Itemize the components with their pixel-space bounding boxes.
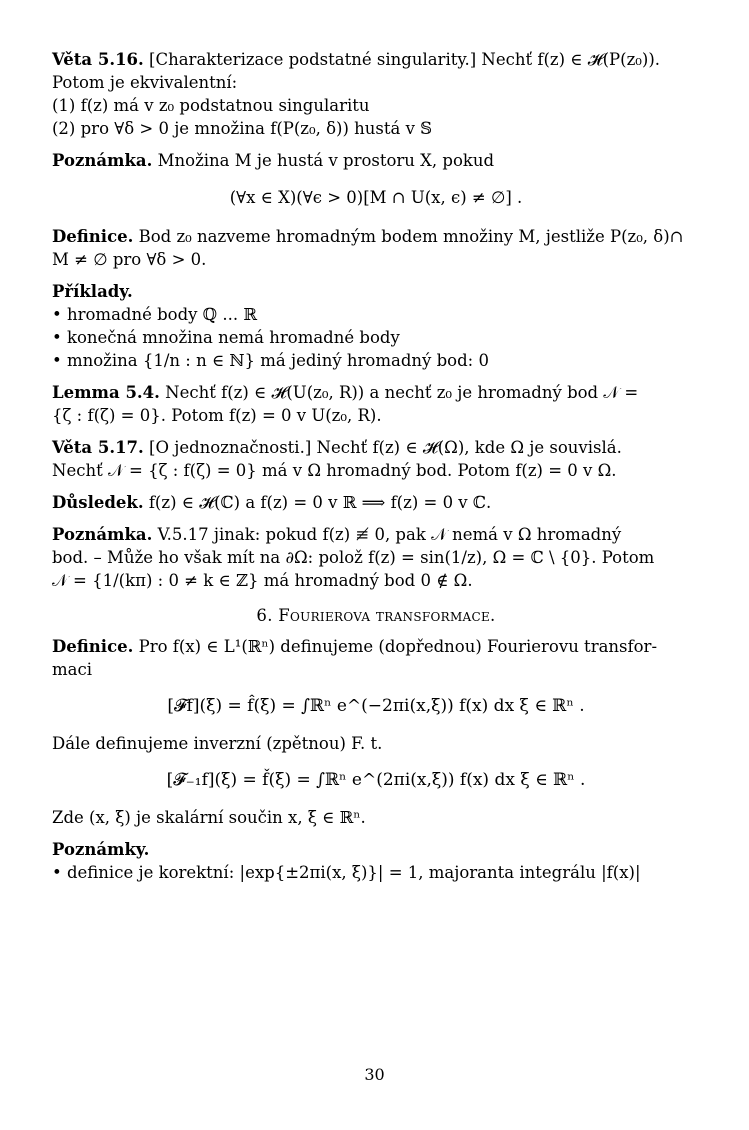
remarks-item: • definice je korektní: |exp{±2πi(x, ξ)}| = 1, majoranta integrálu |f(x)| <box>52 863 641 882</box>
page-number: 30 <box>364 1065 385 1084</box>
dense-formula: (∀x ∈ X)(∀ϵ > 0)[M ∩ U(x, ϵ) ≠ ∅] . <box>229 188 523 207</box>
scalar-product-note <box>52 806 700 829</box>
theorem-label: Věta 5.16. <box>52 50 144 69</box>
lemma-5-4 <box>52 381 700 427</box>
definition-text-2: M ≠ ∅ pro ∀δ > 0. <box>52 250 207 269</box>
definition-label: Definice. <box>52 227 134 246</box>
definition-fourier <box>52 635 700 718</box>
lemma-text-2: {ζ : f(ζ) = 0}. Potom f(z) = 0 v U(z₀, R). <box>52 406 382 425</box>
theorem-5-17 <box>52 436 700 482</box>
remark-text: Množina M je hustá v prostoru X, pokud <box>157 151 495 170</box>
theorem-text-2: Potom je ekvivalentní: <box>52 73 238 92</box>
remark-uniqueness <box>52 523 700 592</box>
remark-label: Poznámka. <box>52 151 153 170</box>
page-content <box>52 48 700 893</box>
theorem-text: [Charakterizace podstatné singularity.] Nechť f(z) ∈ 𝓗(P(z₀)). <box>149 50 661 69</box>
definition-text: Bod z₀ nazveme hromadným bodem množiny M, jestliže P(z₀, δ)∩ <box>138 227 684 246</box>
inverse-transform <box>52 732 700 792</box>
corollary-label: Důsledek. <box>52 493 144 512</box>
corollary <box>52 491 700 514</box>
corollary-text: f(z) ∈ 𝓗(ℂ) a f(z) = 0 v ℝ ⟹ f(z) = 0 v ℂ. <box>148 493 492 512</box>
theorem-item-1: (1) f(z) má v z₀ podstatnou singularitu <box>52 96 370 115</box>
examples <box>52 280 700 372</box>
inverse-formula: [𝓕₋₁f](ξ) = f̌(ξ) = ∫ℝⁿ e^(2πi(x,ξ)) f(x) dx ξ ∈ ℝⁿ . <box>166 770 586 790</box>
definition-accumulation-point <box>52 225 700 271</box>
theorem-item-2: (2) pro ∀δ > 0 je množina f(P(z₀, δ)) hustá v 𝕊 <box>52 119 433 138</box>
remark-dense <box>52 149 700 209</box>
theorem-label: Věta 5.17. <box>52 438 144 457</box>
remark-text-3: 𝒩 = {1/(kπ) : 0 ≠ k ∈ ℤ} má hromadný bod 0 ∉ Ω. <box>52 571 473 590</box>
remark-text: V.5.17 jinak: pokud f(z) ≢ 0, pak 𝒩 nemá v Ω hromadný <box>157 525 622 544</box>
theorem-5-16 <box>52 48 700 140</box>
remarks <box>52 838 700 884</box>
remark-label: Poznámka. <box>52 525 153 544</box>
remarks-label: Poznámky. <box>52 840 150 859</box>
fourier-formula: [𝓕f](ξ) = f̂(ξ) = ∫ℝⁿ e^(−2πi(x,ξ)) f(x) dx ξ ∈ ℝⁿ . <box>167 696 585 716</box>
remark-text-2: bod. – Může ho však mít na ∂Ω: polož f(z) = sin(1/z), Ω = ℂ \ {0}. Potom <box>52 548 655 567</box>
section-title: 6. Fourierova transformace. <box>256 606 496 625</box>
lemma-label: Lemma 5.4. <box>52 383 160 402</box>
scalar-product-text: Zde (x, ξ) je skalární součin x, ξ ∈ ℝⁿ. <box>52 808 366 827</box>
example-item: • hromadné body ℚ ... ℝ <box>52 305 258 324</box>
theorem-text: [O jednoznačnosti.] Nechť f(z) ∈ 𝓗(Ω), kde Ω je souvislá. <box>149 438 622 457</box>
definition-label: Definice. <box>52 637 134 656</box>
lemma-text: Nechť f(z) ∈ 𝓗(U(z₀, R)) a nechť z₀ je hromadný bod 𝒩 = <box>165 383 639 402</box>
definition-text: Pro f(x) ∈ L¹(ℝⁿ) definujeme (dopřednou) Fourierovu transfor- <box>138 637 658 656</box>
example-item: • množina {1/n : n ∈ ℕ} má jediný hromadný bod: 0 <box>52 351 489 370</box>
example-item: • konečná množina nemá hromadné body <box>52 328 400 347</box>
inverse-intro: Dále definujeme inverzní (zpětnou) F. t. <box>52 734 383 753</box>
theorem-text-2: Nechť 𝒩 = {ζ : f(ζ) = 0} má v Ω hromadný bod. Potom f(z) = 0 v Ω. <box>52 461 617 480</box>
definition-text-2: maci <box>52 660 93 679</box>
examples-label: Příklady. <box>52 282 133 301</box>
